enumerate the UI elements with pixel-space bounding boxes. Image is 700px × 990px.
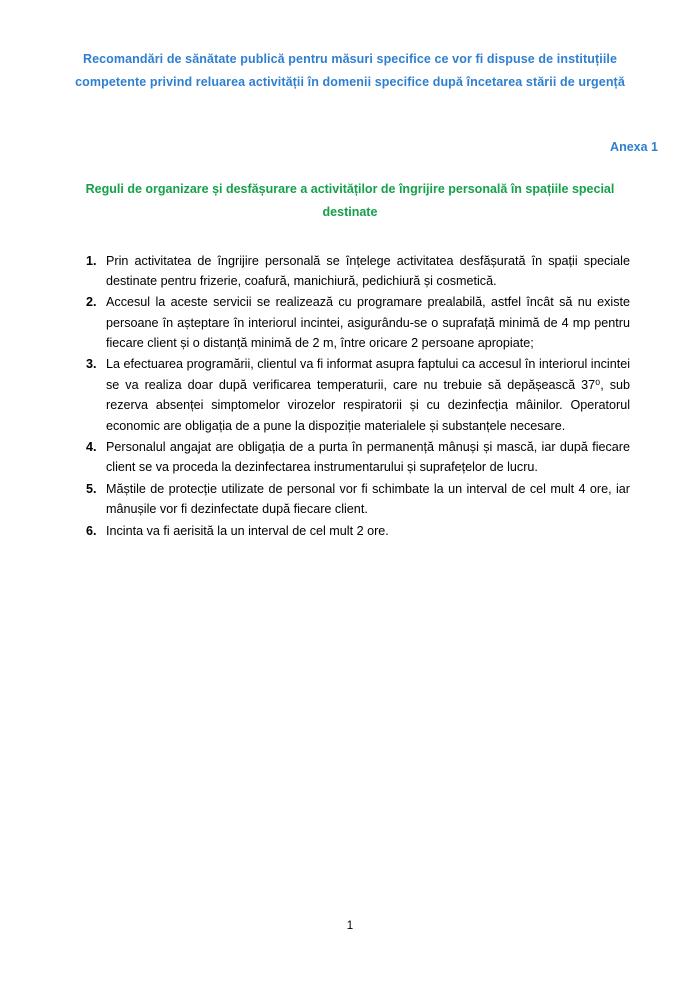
section-title-line-1: Reguli de organizare și desfășurare a activităților de îngrijire personală (85, 182, 508, 197)
list-item: 1. Prin activitatea de îngrijire personală se înțelege activitatea desfășurată în spații speciale destinate pentru frizerie, coafură, manichiură, pedichiură și cosmetică. (100, 251, 630, 292)
list-item: 4. Personalul angajat are obligația de a purta în permanență mânuși și mască, iar după fiecare client se va proceda la dezinfectarea instrumentarului și suprafețelor de lucru. (100, 437, 630, 478)
document-title-line-1: Recomandări de sănătate publică pentru măsuri specifice ce vor fi dispuse de (82, 52, 554, 66)
list-item: 5. Măștile de protecție utilizate de personal vor fi schimbate la un interval de cel mult 4 ore, iar mânușile vor fi dezinfectate după fiecare client. (100, 479, 630, 520)
section-title (40, 178, 660, 224)
document-title-line-2: instituțiile competente privind reluarea activității în domenii specifice după încetarea (75, 52, 618, 90)
page-number: 1 (346, 920, 354, 932)
list-item: 6. Incinta va fi aerisită la un interval de cel mult 2 ore. (100, 521, 630, 541)
list-item: 2. Accesul la aceste servicii se realizează cu programare prealabilă, astfel încât să nu existe persoane în așteptare în interiorul incintei, asigurându-se o suprafață minimă de 4 mp pentru fiecare client și o distanță minimă de 2 m, între oricare 2 persoane apropiate; (100, 292, 630, 353)
document-title (62, 48, 638, 94)
rules-list (40, 251, 660, 541)
document-title-line-3: stării de urgență (525, 75, 625, 90)
section-title-line-2: în spațiile special destinate (322, 182, 615, 220)
list-item: 3. La efectuarea programării, clientul va fi informat asupra faptului ca accesul în interiorul incintei se va realiza doar după verificarea temperaturii, care nu trebuie să depășească 37⁰, sub rezerva absenței simptomelor virozelor respiratorii și cu dezinfecția mâinilor. Operatorul economic are obligația de a pune la dispoziție materialele și substanțele necesare. (100, 354, 630, 436)
annex-label: Anexa 1 (610, 140, 658, 155)
